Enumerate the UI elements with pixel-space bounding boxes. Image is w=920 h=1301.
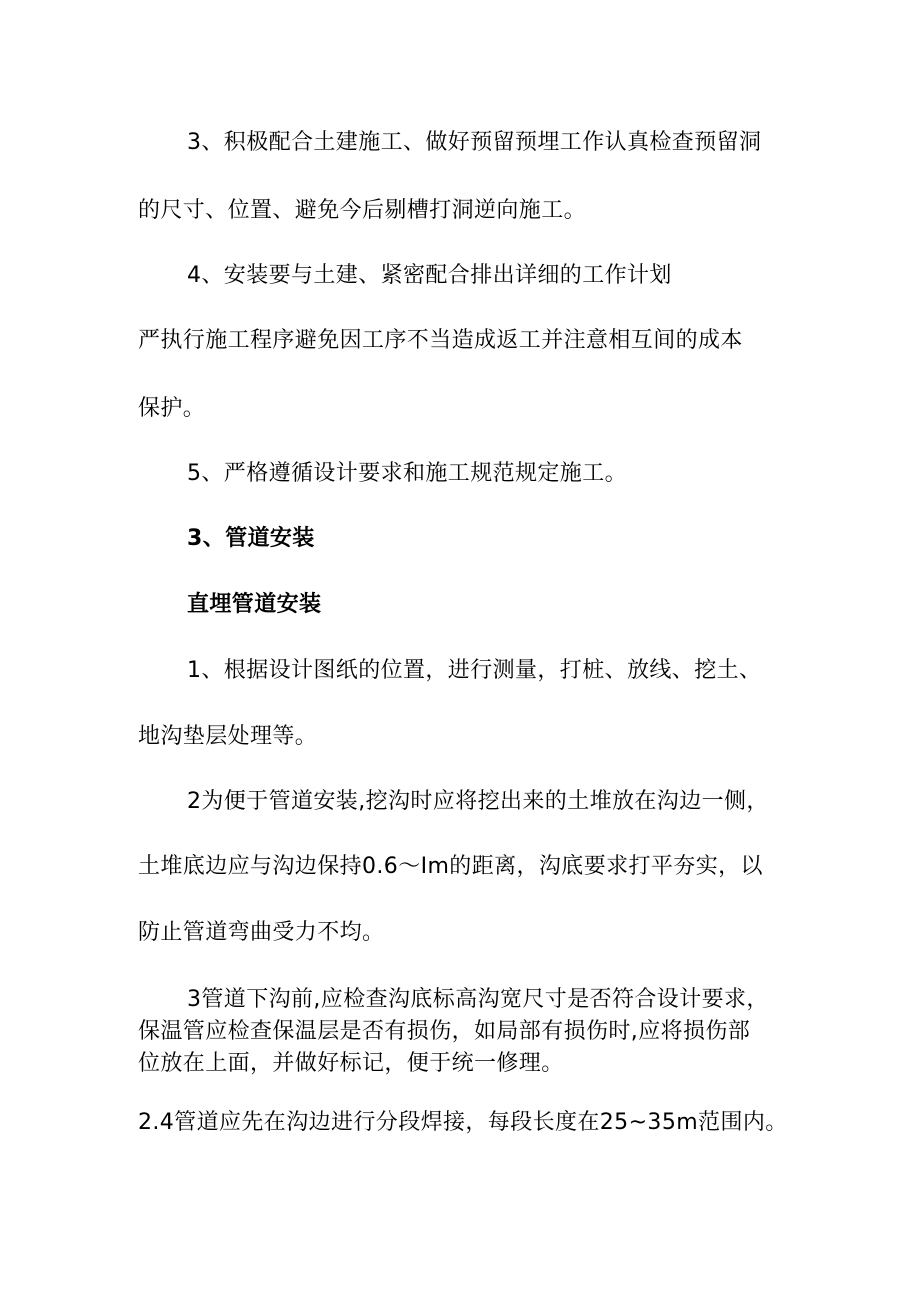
step-1-line-2: 地沟垫层处理等。: [138, 724, 318, 749]
step-2-line-1: 2为便于管道安装,挖沟时应将挖出来的土堆放在沟边一侧，: [187, 789, 769, 814]
subsection-heading: 直埋管道安装: [187, 592, 322, 617]
paragraph-5-line-1: 5、严格遵循设计要求和施工规范规定施工。: [187, 461, 627, 486]
step-2-4-line: 2.4管道应先在沟边进行分段焊接，每段长度在25~35m范围内。: [138, 1110, 788, 1135]
paragraph-4-line-1: 4、安装要与土建、紧密配合排出详细的工作计划: [187, 263, 672, 288]
step-3-line-3: 位放在上面，并做好标记，便于统一修理。: [138, 1051, 564, 1076]
paragraph-3-line-1: 3、积极配合土建施工、做好预留预埋工作认真检查预留洞: [187, 130, 762, 155]
paragraph-4-line-3: 保护。: [138, 396, 206, 421]
paragraph-3-line-2: 的尺寸、位置、避免今后剔槽打洞逆向施工。: [138, 198, 587, 223]
step-3-line-1: 3管道下沟前,应检查沟底标高沟宽尺寸是否符合设计要求，: [187, 987, 769, 1012]
step-1-line-1: 1、根据设计图纸的位置，进行测量，打桩、放线、挖土、: [187, 658, 762, 683]
step-3-line-2: 保温管应检查保温层是否有损伤，如局部有损伤时,应将损伤部: [138, 1019, 751, 1044]
step-2-line-3: 防止管道弯曲受力不均。: [138, 920, 385, 945]
step-2-line-2: 土堆底边应与沟边保持0.6～Im的距离，沟底要求打平夯实，以: [138, 854, 763, 879]
paragraph-4-line-2: 严执行施工程序避免因工序不当造成返工并注意相互间的成本: [138, 328, 743, 353]
section-heading: 3、管道安装: [187, 526, 315, 551]
